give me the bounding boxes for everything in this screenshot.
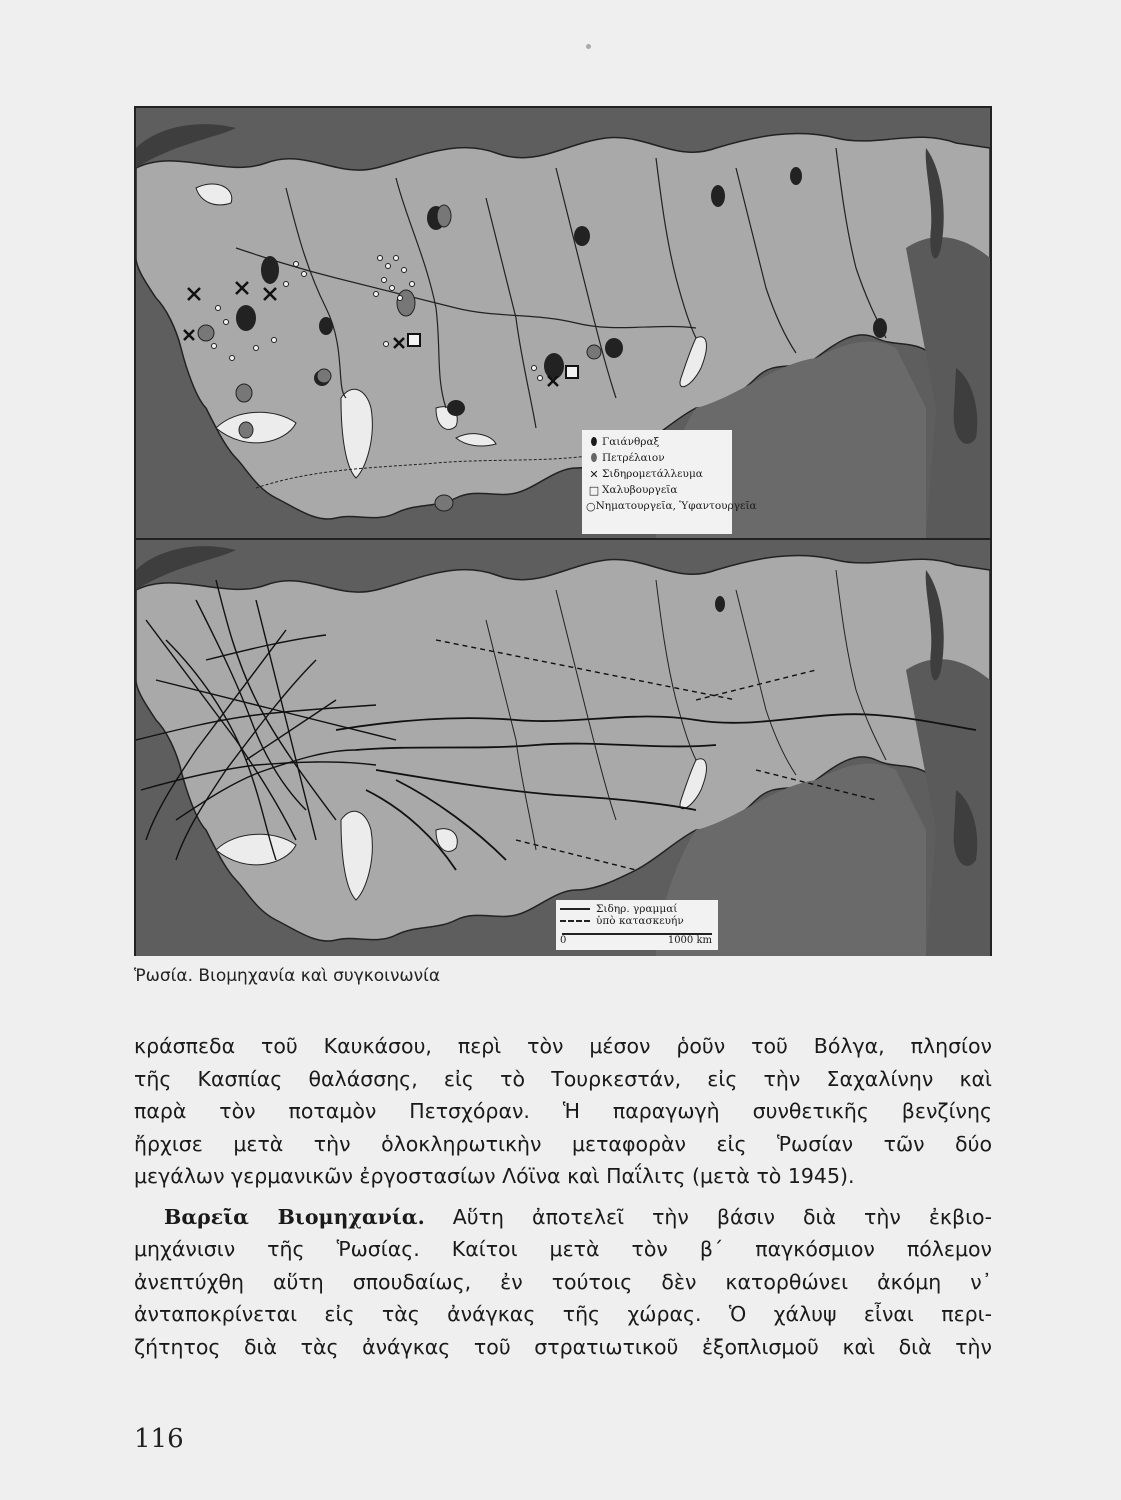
legend-iron-ore-label: Σιδηρομετάλλευμα — [602, 468, 703, 480]
railway-legend — [556, 900, 718, 950]
oil-icon: ⬮ — [590, 451, 598, 464]
text-line: ἤρχισε μετὰ τὴν ὁλοκληρωτικὴν μεταφορὰν εἰς Ῥωσίαν τῶν δύο — [134, 1131, 992, 1156]
construction-line-symbol — [560, 920, 590, 922]
scale-start-label: 0 — [560, 935, 567, 946]
text-line: μεγάλων γερμανικῶν ἐργοστασίων Λόϊνα καὶ Παΐλιτς (μετὰ τὸ 1945). — [134, 1164, 855, 1188]
railway-line-symbol — [560, 908, 590, 910]
industry-legend — [582, 430, 757, 534]
print-speck — [586, 44, 591, 49]
railway-map — [136, 538, 990, 956]
textile-icon: ○ — [586, 499, 596, 513]
iron-ore-icon: ✕ — [589, 467, 599, 481]
map-figure — [134, 106, 992, 956]
legend-textile-label: Νηματουργεῖα, Ὑφαντουργεῖα — [595, 500, 757, 512]
legend-railways — [560, 903, 714, 915]
legend-oil — [586, 450, 728, 466]
industry-map-drawing — [136, 108, 990, 538]
scale-end-label: 1000 km — [667, 935, 712, 946]
text-line: κράσπεδα τοῦ Καυκάσου, περὶ τὸν μέσον ῥοῦν τοῦ Βόλγα, πλησίον — [134, 1034, 992, 1058]
railway-map-drawing — [136, 540, 990, 956]
text-line-with-heading — [134, 1201, 992, 1234]
paragraph-1 — [134, 1030, 992, 1193]
legend-coal — [586, 434, 728, 450]
text-line: μηχάνισιν τῆς Ῥωσίας. Καίτοι μετὰ τὸν β΄ παγκόσμιον πόλεμον — [134, 1237, 992, 1261]
legend-under-construction — [560, 915, 714, 927]
steelworks-icon: □ — [588, 483, 600, 497]
figure-caption: Ῥωσία. Βιομηχανία καὶ συγκοινωνία — [134, 966, 441, 986]
body-text — [134, 1030, 992, 1363]
text-line: ζήτητος διὰ τὰς ἀνάγκας τοῦ στρατιωτικοῦ ἐξοπλισμοῦ καὶ διὰ τὴν — [134, 1334, 992, 1359]
section-heading: Βαρεῖα Βιομηχανία. — [164, 1204, 425, 1229]
text-line: ἀνεπτύχθη αὕτη σπουδαίως, ἐν τούτοις δὲν κατορθώνει ἀκόμη ν᾿ — [134, 1269, 992, 1294]
page-number: 116 — [134, 1424, 184, 1454]
text-line: παρὰ τὸν ποταμὸν Πετσχόραν. Ἡ παραγωγὴ συνθετικῆς βενζίνης — [134, 1099, 992, 1123]
legend-railways-label: Σιδηρ. γραμμαί — [596, 903, 678, 915]
text-line: τῆς Κασπίας θαλάσσης, εἰς τὸ Τουρκεστάν, εἰς τὴν Σαχαλίνην καὶ — [134, 1066, 992, 1091]
industry-map — [136, 108, 990, 538]
legend-coal-label: Γαιάνθραξ — [602, 436, 660, 448]
legend-textile — [586, 498, 757, 514]
text-line: ἀνταποκρίνεται εἰς τὰς ἀνάγκας τῆς χώρας. Ὁ χάλυψ εἶναι περι- — [134, 1302, 992, 1326]
heading-line-rest: Αὕτη ἀποτελεῖ τὴν βάσιν διὰ τὴν ἐκβιο- — [452, 1204, 992, 1229]
coal-icon: ⬮ — [590, 435, 598, 448]
legend-steelworks — [586, 482, 728, 498]
legend-construction-label: ὑπὸ κατασκευήν — [596, 915, 684, 927]
legend-steelworks-label: Χαλυβουργεῖα — [602, 484, 678, 496]
legend-iron-ore — [586, 466, 728, 482]
scale-bar — [560, 929, 714, 947]
legend-oil-label: Πετρέλαιον — [602, 452, 665, 464]
paragraph-2 — [134, 1201, 992, 1364]
